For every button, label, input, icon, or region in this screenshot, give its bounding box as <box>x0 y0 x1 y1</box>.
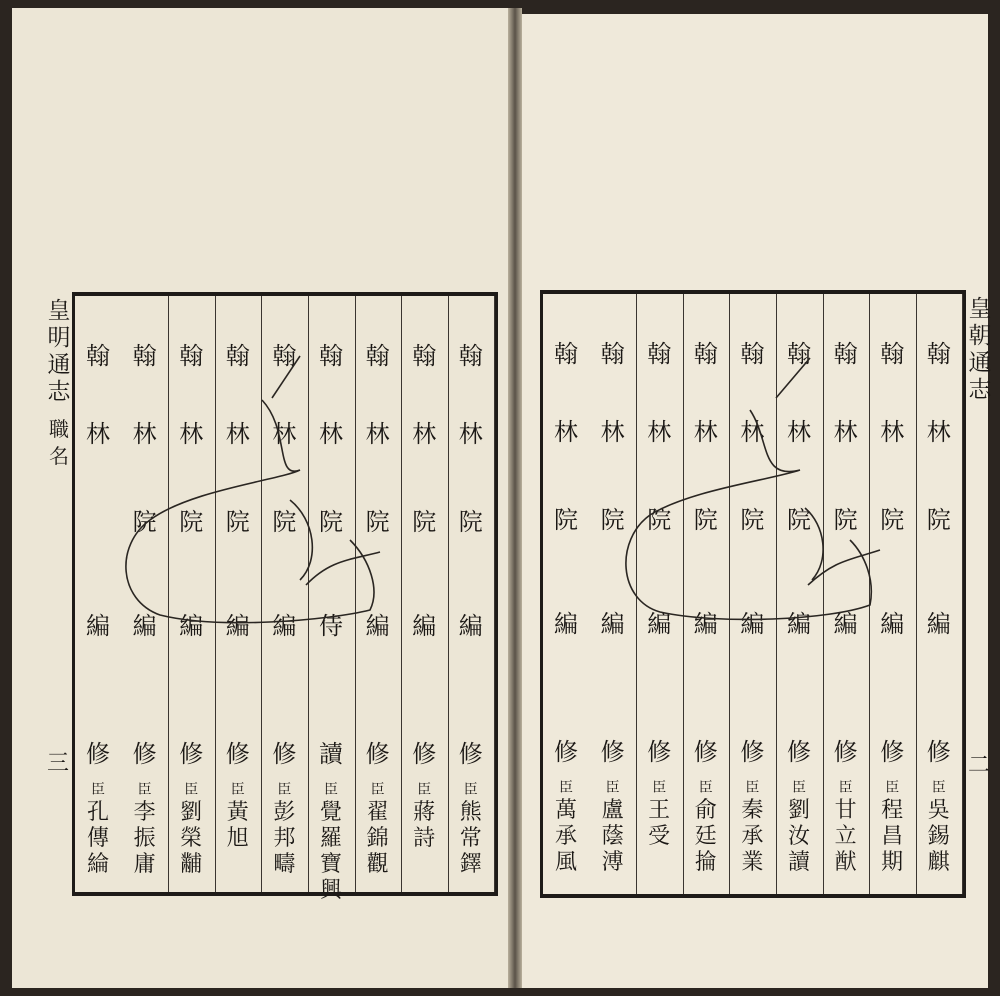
left-name-char: 熊 <box>459 800 482 825</box>
right-column <box>683 294 731 894</box>
left-column <box>215 296 263 892</box>
minister-mark: 臣 <box>370 782 385 798</box>
right-office-char: 翰 <box>600 340 625 368</box>
left-name-char: 綸 <box>86 852 109 877</box>
left-name-char: 彭 <box>273 800 296 825</box>
right-name-char: 昌 <box>881 824 904 849</box>
left-name-char: 觀 <box>366 852 389 877</box>
left-office-char: 侍 <box>319 612 343 640</box>
left-name-char: 邦 <box>273 826 296 851</box>
minister-mark: 臣 <box>792 780 806 796</box>
minister-mark: 臣 <box>559 780 573 796</box>
left-office-char: 翰 <box>272 342 297 370</box>
minister-mark: 臣 <box>417 782 432 798</box>
right-column <box>823 294 871 894</box>
left-office-char: 院 <box>365 508 390 536</box>
left-name-char: 常 <box>459 826 482 851</box>
right-office-char: 修 <box>833 738 858 766</box>
left-name-char: 孔 <box>86 800 109 825</box>
left-name-char: 疇 <box>273 852 296 877</box>
right-office-char: 林 <box>787 418 811 446</box>
minister-mark: 臣 <box>698 780 713 796</box>
right-office-char: 院 <box>554 506 578 534</box>
left-office-char: 修 <box>86 740 110 768</box>
left-office-char: 編 <box>272 612 297 640</box>
left-office-char: 林 <box>319 420 343 448</box>
left-office-char: 翰 <box>225 342 250 370</box>
right-office-char: 院 <box>647 506 672 534</box>
right-official-name <box>869 780 915 876</box>
left-column <box>122 296 170 892</box>
right-office-char: 林 <box>600 418 625 446</box>
right-name-char: 麒 <box>927 850 950 875</box>
left-office-char: 修 <box>132 740 157 768</box>
left-office-char: 修 <box>179 740 204 768</box>
left-column <box>261 296 309 892</box>
right-name-char: 俞 <box>694 798 717 823</box>
right-name-char: 王 <box>648 798 671 823</box>
right-name-char: 風 <box>554 850 577 875</box>
left-office-char: 林 <box>225 420 250 448</box>
right-office-char: 編 <box>647 610 672 638</box>
minister-mark: 臣 <box>91 782 105 798</box>
right-office-char: 編 <box>833 610 858 638</box>
right-office-char: 林 <box>880 418 905 446</box>
left-office-char: 林 <box>86 420 110 448</box>
minister-mark: 臣 <box>885 780 900 796</box>
left-name-char: 旭 <box>226 826 249 851</box>
left-column <box>75 296 122 892</box>
right-office-char: 院 <box>787 506 811 534</box>
right-office-char: 修 <box>787 738 811 766</box>
left-office-char: 林 <box>365 420 390 448</box>
right-name-char: 程 <box>881 798 904 823</box>
left-office-char: 翰 <box>319 342 343 370</box>
left-office-char: 編 <box>179 612 204 640</box>
left-official-name <box>122 782 168 878</box>
minister-mark: 臣 <box>463 782 478 798</box>
left-official-name <box>261 782 307 878</box>
left-column <box>168 296 216 892</box>
left-official-name <box>308 782 354 904</box>
left-office-char: 編 <box>225 612 250 640</box>
minister-mark: 臣 <box>277 782 292 798</box>
minister-mark: 臣 <box>838 780 853 796</box>
left-margin-strip <box>47 296 74 892</box>
left-office-char: 林 <box>132 420 157 448</box>
left-page-number: 三 <box>47 751 70 776</box>
right-official-name <box>916 780 962 876</box>
left-name-char: 覺 <box>319 800 342 825</box>
minister-mark: 臣 <box>184 782 199 798</box>
left-name-char: 劉 <box>180 800 203 825</box>
right-column <box>590 294 638 894</box>
left-office-char: 林 <box>412 420 437 448</box>
left-office-char: 翰 <box>365 342 390 370</box>
right-office-char: 修 <box>647 738 672 766</box>
right-office-char: 院 <box>600 506 625 534</box>
left-office-char: 院 <box>319 508 343 536</box>
right-office-char: 翰 <box>880 340 905 368</box>
left-name-char: 蔣 <box>413 800 436 825</box>
left-office-char: 院 <box>225 508 250 536</box>
right-office-char: 編 <box>880 610 905 638</box>
left-office-char: 修 <box>458 740 483 768</box>
left-name-char: 錦 <box>366 826 389 851</box>
minister-mark: 臣 <box>324 782 338 798</box>
right-office-char: 林 <box>554 418 578 446</box>
right-margin-title: 皇 朝 通 志 <box>968 296 992 403</box>
right-office-char: 院 <box>693 506 718 534</box>
right-column <box>916 294 964 894</box>
minister-mark: 臣 <box>745 780 760 796</box>
left-name-char: 黃 <box>226 800 249 825</box>
left-office-char: 翰 <box>132 342 157 370</box>
right-column <box>543 294 590 894</box>
left-official-name <box>75 782 121 878</box>
right-office-char: 院 <box>926 506 951 534</box>
left-official-name <box>168 782 214 878</box>
right-column <box>776 294 824 894</box>
left-office-char: 讀 <box>319 740 343 768</box>
left-name-char: 翟 <box>366 800 389 825</box>
left-name-char: 傳 <box>86 826 109 851</box>
right-office-char: 修 <box>880 738 905 766</box>
left-office-char: 翰 <box>458 342 483 370</box>
left-column <box>448 296 496 892</box>
minister-mark: 臣 <box>605 780 620 796</box>
left-office-char: 院 <box>179 508 204 536</box>
minister-mark: 臣 <box>652 780 667 796</box>
left-official-name <box>215 782 261 852</box>
left-office-char: 編 <box>86 612 110 640</box>
right-name-char: 吳 <box>927 798 950 823</box>
right-name-char: 甘 <box>834 798 857 823</box>
right-column <box>636 294 684 894</box>
left-office-char: 翰 <box>86 342 110 370</box>
right-official-name <box>590 780 636 876</box>
left-text-frame <box>47 292 498 903</box>
right-name-char: 立 <box>834 824 857 849</box>
right-office-char: 林 <box>740 418 765 446</box>
right-text-frame <box>540 290 992 898</box>
left-office-char: 林 <box>179 420 204 448</box>
right-official-name <box>776 780 822 876</box>
right-official-name <box>823 780 869 876</box>
right-page-number: 二 <box>968 753 991 778</box>
left-office-char: 編 <box>132 612 157 640</box>
left-office-char: 林 <box>458 420 483 448</box>
right-office-char: 編 <box>693 610 718 638</box>
right-office-char: 修 <box>693 738 718 766</box>
right-office-char: 院 <box>880 506 905 534</box>
left-office-char: 林 <box>272 420 297 448</box>
right-column <box>729 294 777 894</box>
left-column <box>401 296 449 892</box>
right-office-char: 編 <box>600 610 625 638</box>
right-office-char: 編 <box>554 610 578 638</box>
left-name-char: 榮 <box>180 826 203 851</box>
right-name-char: 溥 <box>601 850 624 875</box>
right-official-name <box>636 780 682 850</box>
left-margin-section: 職 名 <box>49 417 69 468</box>
left-name-char: 鐸 <box>459 852 482 877</box>
right-office-char: 林 <box>693 418 718 446</box>
left-office-char: 修 <box>272 740 297 768</box>
right-office-char: 林 <box>926 418 951 446</box>
right-official-name <box>543 780 589 876</box>
right-name-char: 秦 <box>741 798 764 823</box>
right-office-char: 林 <box>647 418 672 446</box>
right-name-char: 業 <box>741 850 764 875</box>
book-gutter <box>508 8 522 988</box>
left-name-char: 詩 <box>413 826 436 851</box>
right-name-char: 廷 <box>694 824 717 849</box>
left-office-char: 院 <box>272 508 297 536</box>
right-office-char: 修 <box>926 738 951 766</box>
right-office-char: 修 <box>600 738 625 766</box>
right-name-char: 盧 <box>601 798 624 823</box>
left-name-char: 寶 <box>319 852 342 877</box>
left-column <box>355 296 403 892</box>
right-official-name <box>729 780 775 876</box>
minister-mark: 臣 <box>931 780 946 796</box>
left-office-char: 院 <box>132 508 157 536</box>
left-name-char: 庸 <box>133 852 156 877</box>
right-name-char: 受 <box>648 824 671 849</box>
right-office-char: 林 <box>833 418 858 446</box>
left-official-name <box>355 782 401 878</box>
left-official-name <box>448 782 494 878</box>
left-office-char: 修 <box>365 740 390 768</box>
right-name-char: 承 <box>741 824 764 849</box>
right-office-char: 院 <box>740 506 765 534</box>
right-office-char: 翰 <box>787 340 811 368</box>
right-office-char: 修 <box>554 738 578 766</box>
right-name-char: 承 <box>554 824 577 849</box>
left-office-char: 修 <box>225 740 250 768</box>
minister-mark: 臣 <box>137 782 152 798</box>
left-column <box>308 296 356 903</box>
left-margin-title: 皇 明 通 志 <box>47 298 71 405</box>
right-official-name <box>683 780 729 876</box>
right-name-char: 讀 <box>787 850 810 875</box>
left-name-char: 羅 <box>319 826 342 851</box>
right-office-char: 翰 <box>833 340 858 368</box>
right-office-char: 翰 <box>693 340 718 368</box>
right-name-char: 錫 <box>927 824 950 849</box>
left-office-char: 編 <box>458 612 483 640</box>
left-office-char: 院 <box>412 508 437 536</box>
right-office-char: 翰 <box>926 340 951 368</box>
left-office-char: 院 <box>458 508 483 536</box>
right-name-char: 汝 <box>787 824 810 849</box>
right-office-char: 編 <box>926 610 951 638</box>
right-name-char: 蔭 <box>601 824 624 849</box>
left-office-char: 編 <box>365 612 390 640</box>
right-name-char: 掄 <box>694 850 717 875</box>
left-name-char: 黼 <box>180 852 203 877</box>
minister-mark: 臣 <box>230 782 245 798</box>
left-office-char: 翰 <box>412 342 437 370</box>
right-office-char: 編 <box>787 610 811 638</box>
right-office-char: 翰 <box>554 340 578 368</box>
right-column <box>869 294 917 894</box>
right-office-char: 編 <box>740 610 765 638</box>
right-office-char: 修 <box>740 738 765 766</box>
right-name-char: 劉 <box>787 798 810 823</box>
right-margin-strip <box>964 294 993 894</box>
right-office-char: 翰 <box>740 340 765 368</box>
left-name-char: 興 <box>319 878 342 903</box>
left-official-name <box>401 782 447 852</box>
right-office-char: 院 <box>833 506 858 534</box>
right-office-char: 翰 <box>647 340 672 368</box>
right-name-char: 期 <box>881 850 904 875</box>
left-office-char: 編 <box>412 612 437 640</box>
right-name-char: 猷 <box>834 850 857 875</box>
left-office-char: 翰 <box>179 342 204 370</box>
left-office-char: 修 <box>412 740 437 768</box>
left-name-char: 振 <box>133 826 156 851</box>
right-name-char: 萬 <box>554 798 577 823</box>
left-name-char: 李 <box>133 800 156 825</box>
